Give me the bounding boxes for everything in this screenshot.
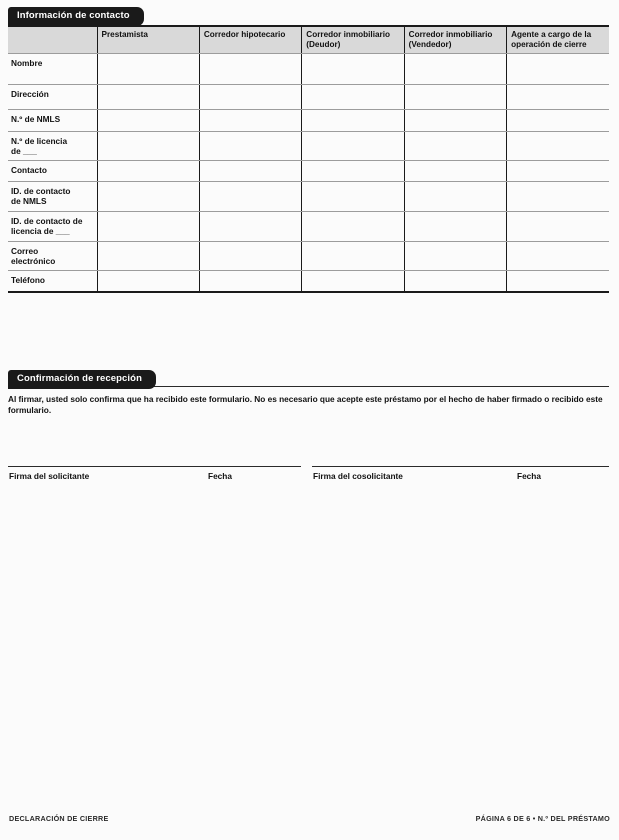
- cell-idlicencia-corredor-deudor[interactable]: [302, 212, 404, 242]
- cell-licencia-agente-cierre[interactable]: [507, 132, 609, 161]
- date-label-co-applicant: Fecha: [517, 471, 541, 481]
- row-label-line-2: licencia de ___: [11, 226, 70, 237]
- signature-label-co-applicant: Firma del cosolicitante: [313, 471, 403, 481]
- cell-idnmls-agente-cierre[interactable]: [507, 182, 609, 212]
- footer-form-name: DECLARACIÓN DE CIERRE: [9, 814, 109, 823]
- cell-idnmls-corredor-deudor[interactable]: [302, 182, 404, 212]
- table-header-row: [8, 26, 609, 54]
- contact-information-table-wrapper: [8, 25, 609, 293]
- row-label-id-contacto-licencia: [8, 212, 97, 242]
- cell-nombre-corredor-deudor[interactable]: [302, 54, 404, 85]
- row-label-line-1: Nombre: [11, 58, 43, 69]
- row-label-telefono: [8, 270, 97, 292]
- row-label-line-1: Correo: [11, 246, 39, 257]
- row-label-line-1: N.º de NMLS: [11, 114, 61, 125]
- cell-telefono-corredor-vendedor[interactable]: [404, 270, 506, 292]
- header-line-2: operación de cierre: [511, 39, 587, 49]
- cell-telefono-corredor-hipotecario[interactable]: [199, 270, 301, 292]
- row-label-correo-electronico: [8, 242, 97, 270]
- table-header: [8, 26, 609, 54]
- row-label-line-1: ID. de contacto: [11, 186, 71, 197]
- cell-nmls-agente-cierre[interactable]: [507, 110, 609, 132]
- cell-direccion-corredor-hipotecario[interactable]: [199, 85, 301, 110]
- table-row: [8, 110, 609, 132]
- table-header-corredor-inmobiliario-deudor: [302, 26, 404, 54]
- row-label-contacto: [8, 161, 97, 182]
- header-line-2: (Deudor): [306, 39, 341, 49]
- cell-correo-corredor-hipotecario[interactable]: [199, 242, 301, 270]
- cell-idlicencia-agente-cierre[interactable]: [507, 212, 609, 242]
- row-label-line-1: Contacto: [11, 165, 47, 176]
- cell-direccion-agente-cierre[interactable]: [507, 85, 609, 110]
- cell-direccion-corredor-deudor[interactable]: [302, 85, 404, 110]
- table-header-corredor-inmobiliario-vendedor: [404, 26, 506, 54]
- cell-direccion-corredor-vendedor[interactable]: [404, 85, 506, 110]
- table-header-agente-cierre: [507, 26, 609, 54]
- cell-licencia-corredor-hipotecario[interactable]: [199, 132, 301, 161]
- row-label-line-2: de ___: [11, 146, 37, 157]
- table-body: [8, 54, 609, 292]
- cell-correo-corredor-vendedor[interactable]: [404, 242, 506, 270]
- section-tab-confirmation-of-receipt: Confirmación de recepción: [8, 370, 156, 389]
- table-row: [8, 54, 609, 85]
- table-row: [8, 270, 609, 292]
- cell-contacto-corredor-vendedor[interactable]: [404, 161, 506, 182]
- header-line-1: Corredor hipotecario: [203, 30, 286, 39]
- cell-idlicencia-corredor-hipotecario[interactable]: [199, 212, 301, 242]
- table-row: [8, 182, 609, 212]
- row-label-id-contacto-nmls: [8, 182, 97, 212]
- cell-licencia-corredor-deudor[interactable]: [302, 132, 404, 161]
- table-header-corredor-hipotecario: [199, 26, 301, 54]
- cell-contacto-corredor-deudor[interactable]: [302, 161, 404, 182]
- cell-nmls-corredor-hipotecario[interactable]: [199, 110, 301, 132]
- cell-licencia-corredor-vendedor[interactable]: [404, 132, 506, 161]
- row-label-line-2: de NMLS: [11, 196, 47, 207]
- row-label-line-1: ID. de contacto de: [11, 216, 83, 227]
- date-label-applicant: Fecha: [208, 471, 232, 481]
- signature-line-applicant[interactable]: [8, 466, 301, 467]
- cell-nombre-corredor-hipotecario[interactable]: [199, 54, 301, 85]
- section-tab-contact-information: Información de contacto: [8, 7, 144, 26]
- cell-correo-corredor-deudor[interactable]: [302, 242, 404, 270]
- table-row: [8, 161, 609, 182]
- row-label-numero-licencia: [8, 132, 97, 161]
- header-line-2: (Vendedor): [408, 39, 452, 49]
- signature-line-co-applicant[interactable]: [312, 466, 609, 467]
- table-row: [8, 132, 609, 161]
- cell-direccion-prestamista[interactable]: [97, 85, 199, 110]
- cell-idlicencia-prestamista[interactable]: [97, 212, 199, 242]
- cell-telefono-prestamista[interactable]: [97, 270, 199, 292]
- cell-contacto-agente-cierre[interactable]: [507, 161, 609, 182]
- row-label-numero-nmls: [8, 110, 97, 132]
- row-label-line-2: electrónico: [11, 256, 56, 267]
- row-label-direccion: [8, 85, 97, 110]
- cell-idnmls-corredor-vendedor[interactable]: [404, 182, 506, 212]
- cell-nmls-corredor-deudor[interactable]: [302, 110, 404, 132]
- cell-contacto-corredor-hipotecario[interactable]: [199, 161, 301, 182]
- cell-licencia-prestamista[interactable]: [97, 132, 199, 161]
- cell-nombre-agente-cierre[interactable]: [507, 54, 609, 85]
- cell-nombre-corredor-vendedor[interactable]: [404, 54, 506, 85]
- cell-nmls-corredor-vendedor[interactable]: [404, 110, 506, 132]
- cell-correo-prestamista[interactable]: [97, 242, 199, 270]
- table-header-prestamista: [97, 26, 199, 54]
- cell-idnmls-prestamista[interactable]: [97, 182, 199, 212]
- cell-nmls-prestamista[interactable]: [97, 110, 199, 132]
- cell-telefono-corredor-deudor[interactable]: [302, 270, 404, 292]
- table-row: [8, 242, 609, 270]
- confirmation-body-text: Al firmar, usted solo confirma que ha recibido este formulario. No es necesario que acepte este préstamo por el hecho de haber firmado o recibido este formulario.: [8, 394, 603, 416]
- row-label-line-1: N.º de licencia: [11, 136, 68, 147]
- table-row: [8, 212, 609, 242]
- header-line-1: Prestamista: [101, 30, 148, 39]
- cell-correo-agente-cierre[interactable]: [507, 242, 609, 270]
- header-line-1: Agente a cargo de la: [511, 30, 592, 39]
- row-label-line-1: Teléfono: [11, 274, 45, 285]
- contact-information-table: [8, 25, 609, 293]
- row-label-nombre: [8, 54, 97, 85]
- footer-page-and-loan-number: PÁGINA 6 DE 6 • N.º DEL PRÉSTAMO: [475, 814, 610, 823]
- signature-label-applicant: Firma del solicitante: [9, 471, 90, 481]
- row-label-line-1: Dirección: [11, 89, 49, 100]
- cell-nombre-prestamista[interactable]: [97, 54, 199, 85]
- table-header-corner: [8, 26, 97, 54]
- cell-idlicencia-corredor-vendedor[interactable]: [404, 212, 506, 242]
- header-line-1: Corredor inmobiliario: [306, 30, 390, 39]
- cell-idnmls-corredor-hipotecario[interactable]: [199, 182, 301, 212]
- table-row: [8, 85, 609, 110]
- cell-telefono-agente-cierre[interactable]: [507, 270, 609, 292]
- cell-contacto-prestamista[interactable]: [97, 161, 199, 182]
- header-line-1: Corredor inmobiliario: [408, 30, 493, 39]
